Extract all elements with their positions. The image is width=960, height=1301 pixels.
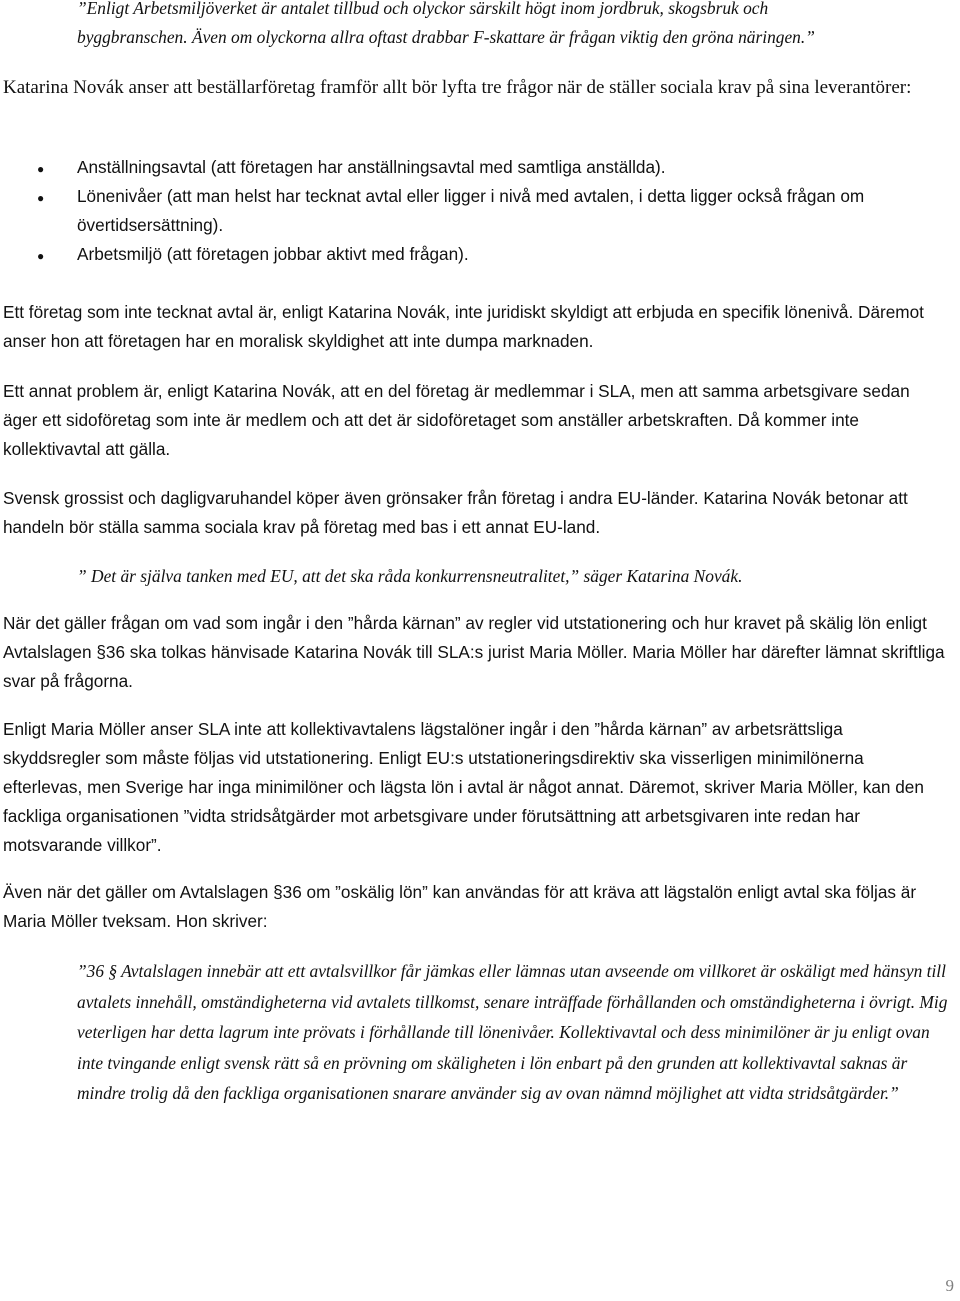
bullet-icon: ● [37, 191, 45, 205]
paragraph-grossist: Svensk grossist och dagligvaruhandel köper även grönsaker från företag i andra EU-länder. Katarina Novák betonar att handeln bör ställa samma sociala krav på företag med bas i ett annat EU-land. [3, 488, 908, 537]
bullet-list [0, 153, 960, 269]
list-item-text: Lönenivåer (att man helst har tecknat avtal eller ligger i nivå med avtalen, i detta ligger också frågan om övertidsersättning). [77, 186, 865, 235]
list-item [0, 240, 947, 269]
quote-eu: ” Det är själva tanken med EU, att det ska råda konkurrensneutralitet,” säger Katarina Novák. [77, 566, 743, 586]
paragraph-utstationering: När det gäller frågan om vad som ingår i den ”hårda kärnan” av regler vid utstationering och hur kravet på skälig lön enligt Avtalslagen §36 ska tolkas hänvisade Katarina Novák till SLA:s jurist Maria Möller. Maria Möller har därefter lämnat skriftliga svar på frågorna. [3, 613, 945, 691]
list-item [0, 182, 947, 240]
paragraph-loneniva: Ett företag som inte tecknat avtal är, enligt Katarina Novák, inte juridiskt skyldigt att erbjuda en specifik lönenivå. Däremot anser hon att företagen har en moralisk skyldighet att inte dumpa marknaden. [3, 302, 924, 351]
intro-paragraph: Katarina Novák anser att beställarföretag framför allt bör lyfta tre frågor när de ställer sociala krav på sina leverantörer: [3, 77, 912, 98]
page-number: 9 [945, 1276, 954, 1295]
paragraph-moller: Enligt Maria Möller anser SLA inte att kollektivavtalens lägstalöner ingår i den ”hårda kärnan” av arbetsrättsliga skyddsregler som måste följas vid utstationering. Enligt EU:s utstationeringsdirektiv ska visserligen minimilönerna efterlevas, men Sverige har inga minimilöner och lägsta lön i avtal är något annat. Däremot, skriver Maria Möller, kan den fackliga organisationen ”vidta stridsåtgärder mot arbetsgivare under förutsättning att arbetsgivaren inte redan har motsvarande villkor”. [3, 719, 924, 855]
bullet-icon: ● [37, 162, 45, 176]
list-item-text: Anställningsavtal (att företagen har anställningsavtal med samtliga anställda). [77, 157, 666, 177]
list-item-text: Arbetsmiljö (att företagen jobbar aktivt med frågan). [77, 244, 469, 264]
paragraph-sla: Ett annat problem är, enligt Katarina Novák, att en del företag är medlemmar i SLA, men att samma arbetsgivare sedan äger ett sidoföretag som inte är medlem och att det är sidoföretaget som anställer arbetskraften. Då kommer inte kollektivavtal att gälla. [3, 381, 910, 459]
quote-maria-moller: ”36 § Avtalslagen innebär att ett avtalsvillkor får jämkas eller lämnas utan avseende om villkoret är oskäligt med hänsyn till avtalets innehåll, omständigheterna vid avtalets tillkomst, senare inträffade förhållanden och omständigheterna i övrigt. Mig veterligen har detta lagrum inte prövats i förhållande till lönenivåer. Kollektivavtal och dess minimilöner är ju enligt ovan inte tvingande enligt svensk rätt så en prövning om skäligheten i lön enbart på den grunden att kollektivavtal saknas är mindre trolig då den fackliga organisationen snarare använder sig av ovan nämnd möjlighet att vidta stridsåtgärder.” [77, 961, 948, 1103]
bullet-icon: ● [37, 249, 45, 263]
list-item [0, 153, 947, 182]
quote-arbetsmiljoverket: ”Enligt Arbetsmiljöverket är antalet tillbud och olyckor särskilt högt inom jordbruk, skogsbruk och byggbranschen. Även om olyckorna allra oftast drabbar F-skattare är frågan viktig den gröna näringen.” [77, 0, 815, 47]
paragraph-avtalslagen: Även när det gäller om Avtalslagen §36 om ”oskälig lön” kan användas för att kräva att lägstalön enligt avtal ska följas är Maria Möller tveksam. Hon skriver: [3, 882, 917, 931]
